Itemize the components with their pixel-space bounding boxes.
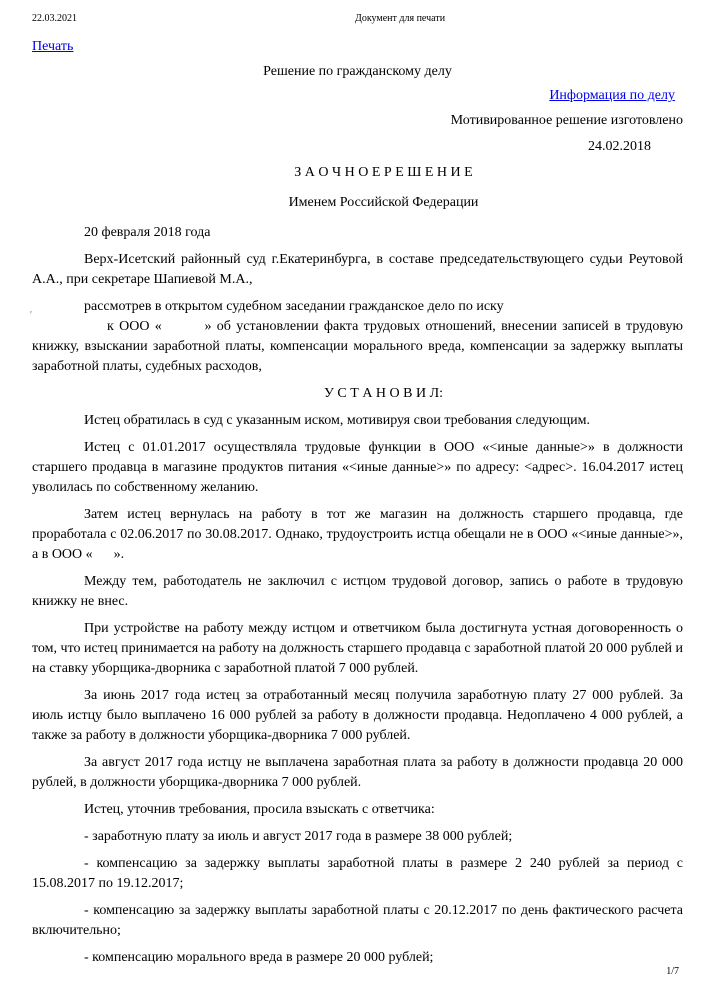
document-body bbox=[32, 223, 683, 968]
claim-subject-paragraph: к ООО « » об установлении факта трудовых отношений, внесении записей в трудовую книжку, взыскании заработной платы, компенсации морального вреда, компенсации за задержку выплаты заработной платы, судебных расходов, bbox=[32, 319, 683, 374]
return-to-work-paragraph: Затем истец вернулась на работу в тот же магазин на должность старшего продавца, где проработала с 02.06.2017 по 30.08.2017. Однако, трудоустроить истца обещали не в ООО «<иные данные>», а в ООО « ». bbox=[32, 507, 683, 562]
print-link[interactable]: Печать bbox=[32, 39, 74, 54]
print-header bbox=[32, 10, 683, 23]
redaction-mark: ' bbox=[30, 310, 32, 321]
claim-item-delay-compensation: - компенсацию за задержку выплаты заработной платы в размере 2 240 рублей за период с 15.08.2017 по 19.12.2017; bbox=[32, 856, 683, 891]
case-info-link[interactable]: Информация по делу bbox=[549, 88, 675, 103]
oral-agreement-paragraph: При устройстве на работу между истцом и ответчиком была достигнута устная договоренность о том, что истец принимается на работу на должность старшего продавца с заработной платой 20 000 рублей и на ставку уборщика-дворника с заработной платой 7 000 рублей. bbox=[32, 621, 683, 676]
case-info-row bbox=[32, 85, 683, 107]
claim-item-salary: - заработную плату за июль и август 2017 года в размере 38 000 рублей; bbox=[84, 829, 513, 844]
motivated-decision-date: 24.02.2018 bbox=[588, 139, 651, 154]
claim-item-moral-damage: - компенсацию морального вреда в размере 20 000 рублей; bbox=[84, 950, 434, 965]
hearing-date: 20 февраля 2018 года bbox=[84, 225, 211, 240]
case-review-paragraph: рассмотрев в открытом судебном заседании гражданское дело по иску bbox=[84, 299, 504, 314]
print-date: 22.03.2021 bbox=[32, 13, 77, 24]
motivated-decision-line: Мотивированное решение изготовлено bbox=[450, 113, 683, 128]
established-heading: У С Т А Н О В И Л: bbox=[324, 386, 443, 401]
august-salary-paragraph: За август 2017 года истцу не выплачена заработная плата за работу в должности продавца 20 000 рублей, в должности уборщика-дворника 7 000 рублей. bbox=[32, 755, 683, 790]
employment-history-paragraph: Истец с 01.01.2017 осуществляла трудовые функции в ООО «<иные данные>» в должности старшего продавца в магазине продуктов питания «<иные данные>» по адресу: <адрес>. 16.04.2017 истец уволилась по собственному желанию. bbox=[32, 440, 683, 495]
sub-heading: Именем Российской Федерации bbox=[288, 195, 479, 210]
claim-item-delay-compensation-2: - компенсацию за задержку выплаты заработной платы с 20.12.2017 по день фактического расчета включительно; bbox=[32, 903, 683, 938]
print-link-row bbox=[32, 36, 683, 58]
page-number: 1/7 bbox=[666, 966, 679, 977]
document-title: Решение по гражданскому делу bbox=[263, 64, 452, 79]
no-contract-paragraph: Между тем, работодатель не заключил с истцом трудовой договор, запись о работе в трудовую книжку не внес. bbox=[32, 574, 683, 609]
court-composition-paragraph: Верх-Исетский районный суд г.Екатеринбурга, в составе председательствующего судьи Реутовой А.А., при секретаре Шапиевой М.А., bbox=[32, 252, 683, 287]
print-doc-title: Документ для печати bbox=[355, 13, 446, 24]
june-salary-paragraph: За июнь 2017 года истец за отработанный месяц получила заработную плату 27 000 рублей. За июль истцу было выплачено 16 000 рублей за работу в должности продавца. Недоплачено 4 000 рублей, а также за работу в должности уборщика-дворника 7 000 рублей. bbox=[32, 688, 683, 743]
main-heading: З А О Ч Н О Е Р Е Ш Е Н И Е bbox=[294, 165, 473, 180]
claim-intro-paragraph: Истец обратилась в суд с указанным иском, мотивируя свои требования следующим. bbox=[84, 413, 590, 428]
claims-list-intro: Истец, уточнив требования, просила взыскать с ответчика: bbox=[84, 802, 435, 817]
